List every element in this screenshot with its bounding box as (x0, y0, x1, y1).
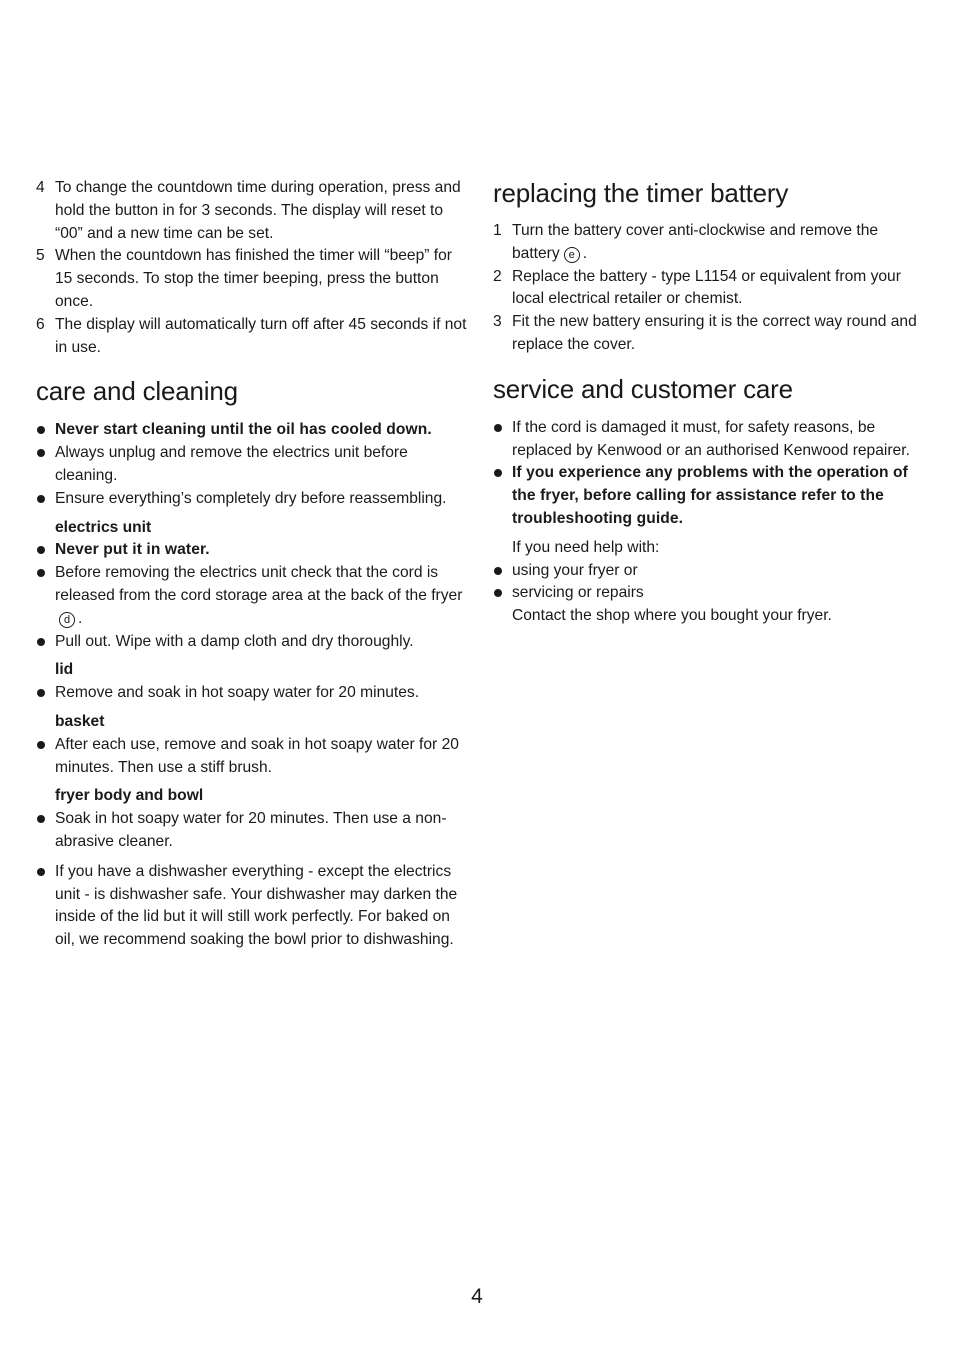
list-item: If the cord is damaged it must, for safety reasons, be replaced by Kenwood or an authorised Kenwood repairer. (493, 417, 925, 463)
right-column (493, 177, 925, 628)
step-number: 4 (36, 179, 45, 196)
step-1: 1 Turn the battery cover anti-clockwise and remove the battery e . (493, 222, 879, 262)
list-item: Always unplug and remove the electrics unit before cleaning. (36, 442, 468, 488)
list-item: servicing or repairs (493, 582, 925, 605)
figure-e-icon: e (564, 247, 580, 263)
step-number: 5 (36, 247, 45, 265)
bullet-icon (494, 589, 502, 597)
list-item: Pull out. Wipe with a damp cloth and dry thoroughly. (36, 631, 468, 654)
list-item: Ensure everything’s completely dry before reassembling. (36, 488, 468, 511)
step-3 (493, 311, 925, 357)
list-item: Never start cleaning until the oil has cooled down. (36, 419, 468, 442)
left-column (36, 177, 468, 952)
bullet-icon (37, 569, 45, 577)
step-number: 1 (493, 222, 502, 239)
step-number: 3 (493, 313, 502, 331)
bullet-icon (37, 426, 45, 434)
help-intro: If you need help with: (512, 538, 660, 556)
page-number: 4 (471, 1285, 483, 1308)
lid-heading: lid (55, 661, 74, 679)
step-text: To change the countdown time during operation, press and hold the button in for 3 seconds. The display will reset to “00” and a new time can be set. (55, 179, 461, 242)
list-item: using your fryer or (493, 560, 925, 583)
list-item: If you have a dishwasher everything - except the electrics unit - is dishwasher safe. Your dishwasher may darken the inside of the lid but it will still work perfectly. For baked on oil, we recommend soaking the bowl prior to dishwashing. (36, 861, 468, 952)
step-text: When the countdown has finished the timer will “beep” for 15 seconds. To stop the timer beeping, press the button once. (55, 247, 452, 310)
list-item: Before removing the electrics unit check that the cord is released from the cord storage area at the back of the fryerd . (36, 562, 468, 630)
step-number: 6 (36, 315, 45, 333)
figure-d-icon: d (59, 612, 75, 628)
bullet-icon (494, 567, 502, 575)
electrics-unit-heading: electrics unit (55, 518, 152, 536)
step-text: The display will automatically turn off after 45 seconds if not in use. (55, 315, 467, 356)
bullet-icon (37, 495, 45, 503)
step-text: Turn the battery cover anti-clockwise and remove the battery (512, 222, 879, 262)
fryer-body-heading: fryer body and bowl (55, 787, 204, 805)
bullet-icon (494, 424, 502, 432)
replacing-battery-heading: replacing the timer battery (493, 178, 789, 208)
step-text: Fit the new battery ensuring it is the correct way round and replace the cover. (512, 313, 917, 353)
list-item: Never put it in water. (36, 539, 468, 562)
bullet-icon (37, 815, 45, 823)
step-number: 2 (493, 267, 502, 285)
step-4 (36, 177, 468, 245)
step-6 (36, 314, 468, 360)
list-item: If you experience any problems with the operation of the fryer, before calling for assistance refer to the troubleshooting guide. (493, 462, 925, 530)
bullet-icon (37, 638, 45, 646)
bullet-icon (37, 449, 45, 457)
service-heading: service and customer care (493, 373, 793, 404)
bullet-icon (37, 689, 45, 697)
list-item: After each use, remove and soak in hot soapy water for 20 minutes. Then use a stiff brush. (36, 734, 468, 780)
help-contact: Contact the shop where you bought your fryer. (512, 607, 832, 625)
step-5 (36, 245, 468, 313)
bullet-icon (37, 741, 45, 749)
list-item: Remove and soak in hot soapy water for 20 minutes. (36, 682, 468, 705)
bullet-icon (37, 546, 45, 554)
care-and-cleaning-heading: care and cleaning (36, 376, 238, 407)
basket-heading: basket (55, 712, 105, 730)
bullet-icon (37, 868, 45, 876)
bullet-icon (494, 469, 502, 477)
step-text: Replace the battery - type L1154 or equivalent from your local electrical retailer or chemist. (512, 267, 901, 308)
list-item: Soak in hot soapy water for 20 minutes. Then use a non-abrasive cleaner. (36, 808, 468, 854)
step-2 (493, 266, 925, 312)
